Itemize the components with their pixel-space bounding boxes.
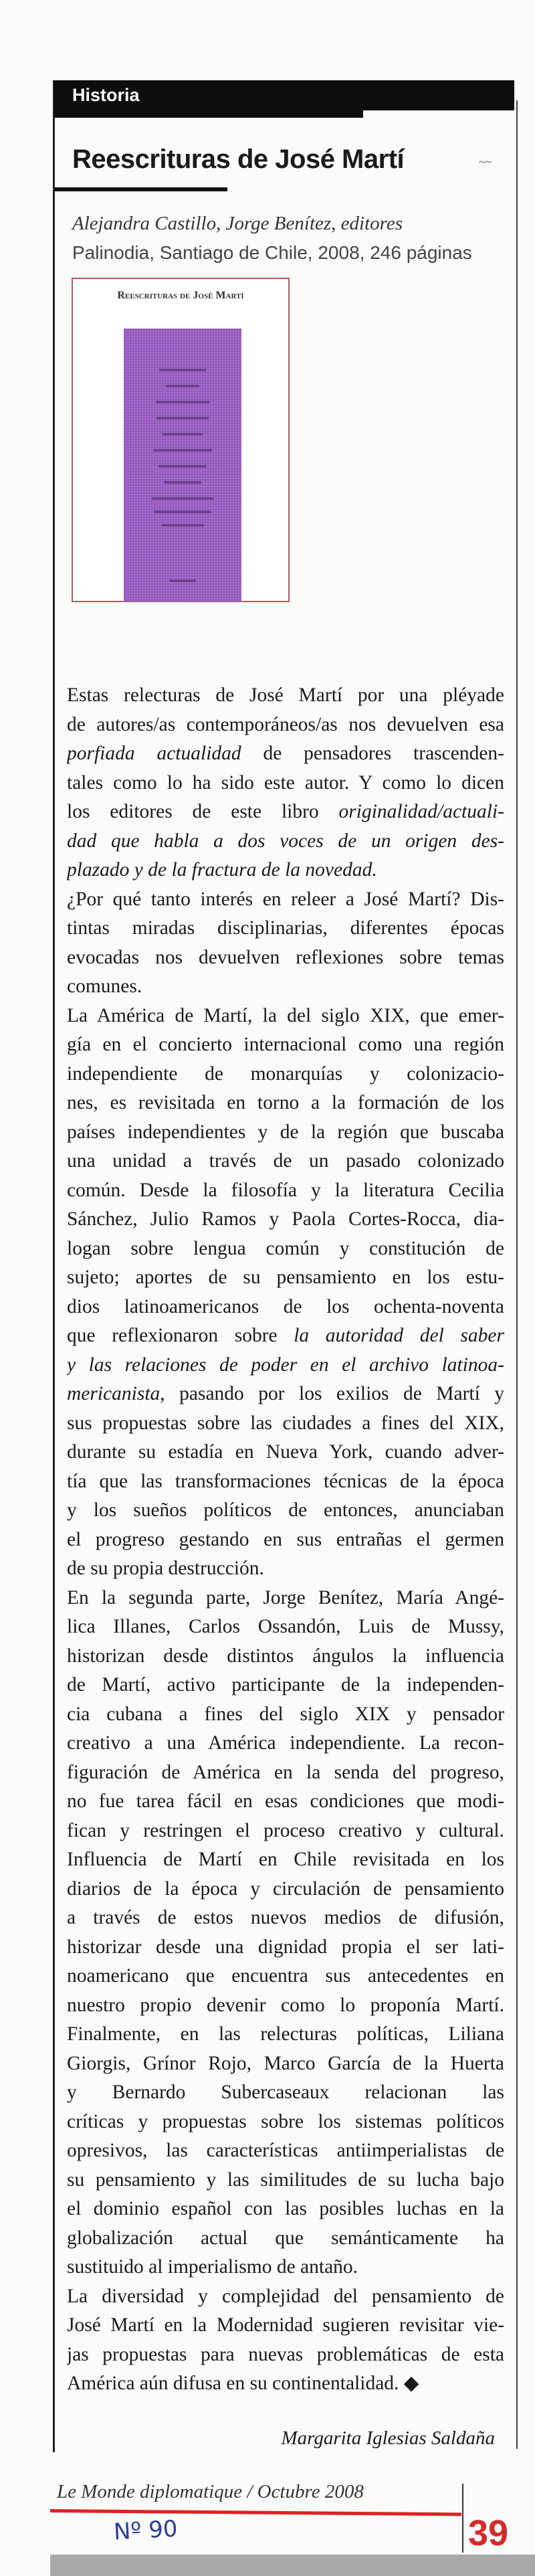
footer-publication: Le Monde diplomatique / Octubre 2008 — [57, 2481, 364, 2502]
body-text: sujeto; aportes de su pensamiento en los estu- — [67, 1267, 504, 1288]
body-line — [67, 1089, 504, 1118]
body-text-italic: plazado y de la fractura de la novedad. — [67, 859, 377, 881]
cover-text-line — [156, 417, 209, 420]
article-body — [67, 681, 504, 2399]
body-line — [67, 2282, 504, 2312]
body-line — [67, 1817, 504, 1846]
body-text: críticas y propuestas sobre los sistemas políticos — [67, 2110, 504, 2132]
page-number: 39 — [468, 2513, 509, 2553]
body-line — [67, 1002, 504, 1031]
body-line — [67, 1729, 504, 1758]
review-author: Margarita Iglesias Saldaña — [281, 2427, 495, 2449]
body-text: que reflexionaron sobre — [67, 1325, 294, 1346]
body-text: y Bernardo Subercaseaux relacionan las — [67, 2082, 504, 2103]
title-underline — [55, 187, 227, 191]
left-border-rule — [53, 80, 55, 2452]
body-text: , pasando por los exilios de Martí y — [160, 1383, 504, 1404]
body-line — [67, 1584, 504, 1613]
body-line — [67, 711, 504, 740]
body-text: Giorgis, Grínor Rojo, Marco García de la Huerta — [67, 2052, 504, 2074]
body-line — [67, 739, 504, 769]
body-line — [67, 1700, 504, 1730]
body-line — [67, 1234, 504, 1264]
body-text: logan sobre lengua común y constitución de — [67, 1237, 504, 1259]
body-line — [67, 1991, 504, 2021]
body-text: noamericano que encuentra sus antecedentes en — [67, 1965, 504, 1987]
body-text: evocadas nos devuelven reflexiones sobre temas — [67, 946, 504, 968]
body-line — [67, 1438, 504, 1467]
book-editors: Alejandra Castillo, Jorge Benítez, editores — [72, 213, 403, 234]
body-line — [67, 1030, 504, 1060]
body-line — [67, 1642, 504, 1671]
body-text: La diversidad y complejidad del pensamiento de — [67, 2285, 504, 2307]
body-text: su pensamiento y las similitudes de su lucha bajo — [67, 2169, 504, 2191]
cover-text-line — [152, 497, 213, 500]
body-text: de pensadores trascenden- — [241, 743, 504, 764]
body-text: gía en el concierto internacional como una región — [67, 1034, 504, 1055]
section-header-bar-extension — [54, 107, 363, 118]
cover-text-line — [166, 385, 199, 387]
section-label: Historia — [72, 85, 140, 105]
body-line — [67, 2136, 504, 2166]
body-line — [67, 1613, 504, 1642]
body-line — [67, 1526, 504, 1555]
body-line — [67, 2049, 504, 2079]
body-text: nes, es revisitada en torno a la formación de los — [67, 1092, 504, 1113]
body-text: independiente de monarquías y colonizacio- — [67, 1063, 504, 1085]
body-line — [67, 1904, 504, 1933]
body-line — [67, 972, 504, 1002]
handwritten-issue-note: Nº 90 — [113, 2515, 179, 2546]
body-text: países independientes y de la región que buscaba — [67, 1121, 504, 1143]
body-text: a través de estos nuevos medios de difusión, — [67, 1907, 504, 1928]
body-text-italic: porfiada actualidad — [67, 743, 241, 764]
cover-text-line — [164, 481, 201, 484]
body-line — [67, 1962, 504, 1991]
body-line — [67, 1496, 504, 1526]
body-text: una unidad a través de un pasado colonizado — [67, 1150, 504, 1172]
cover-text-line — [159, 369, 206, 371]
body-text: el progreso gestando en sus entrañas el germen — [67, 1528, 504, 1550]
right-border-rule — [516, 100, 518, 2449]
body-line — [67, 1176, 504, 1206]
body-line — [67, 856, 504, 885]
body-text: Sánchez, Julio Ramos y Paola Cortes-Rocca, dia- — [67, 1208, 504, 1230]
body-text-italic: dad que habla a dos voces de un origen des- — [67, 830, 504, 852]
body-text: nuestro propio devenir como lo proponía Martí. — [67, 1994, 504, 2016]
body-line — [67, 1263, 504, 1293]
body-line — [67, 1060, 504, 1089]
cover-text-line — [158, 465, 207, 468]
body-line — [67, 1845, 504, 1875]
cover-text-line — [153, 449, 212, 452]
body-line — [67, 2340, 504, 2370]
body-line — [67, 1147, 504, 1176]
body-line — [67, 2020, 504, 2049]
body-line — [67, 1467, 504, 1497]
body-line — [67, 1933, 504, 1962]
corner-mark: ~~ — [479, 155, 492, 169]
body-text: cia cubana a fines del siglo XIX y pensador — [67, 1703, 504, 1725]
body-line — [67, 798, 504, 827]
body-text: de autores/as contemporáneos/as nos devuelven esa — [67, 713, 504, 735]
body-text: comunes. — [67, 976, 142, 997]
body-text-italic: y las relaciones de poder en el archivo latinoa- — [67, 1354, 504, 1376]
body-text: el dominio español con las posibles luchas en la — [67, 2198, 504, 2219]
body-text: durante su estadía en Nueva York, cuando adver- — [67, 1441, 504, 1463]
book-cover-image — [72, 278, 290, 602]
body-line — [67, 2195, 504, 2224]
body-text: común. Desde la filosofía y la literatura Cecilia — [67, 1179, 504, 1201]
body-text: La América de Martí, la del siglo XIX, que emer- — [67, 1004, 504, 1026]
body-line — [67, 1875, 504, 1904]
body-text: dios latinoamericanos de los ochenta-noventa — [67, 1295, 504, 1317]
scan-bottom-shadow — [50, 2555, 535, 2576]
body-line — [67, 2166, 504, 2195]
body-line — [67, 827, 504, 856]
body-line — [67, 1787, 504, 1817]
body-line — [67, 885, 504, 915]
body-text: de su propia destrucción. — [67, 1558, 264, 1579]
book-cover-purple-panel — [124, 329, 241, 602]
body-line — [67, 1293, 504, 1322]
cover-text-line — [163, 433, 203, 436]
body-line — [67, 2253, 504, 2282]
body-line — [67, 2078, 504, 2108]
body-line — [67, 769, 504, 798]
cover-text-line — [154, 511, 211, 513]
body-text: historizan desde distintos ángulos la influencia — [67, 1645, 504, 1667]
body-line — [67, 681, 504, 711]
body-line — [67, 1380, 504, 1409]
body-text-italic: originalidad/actuali- — [338, 801, 504, 822]
footer-red-rule — [50, 2509, 461, 2516]
body-text: sustituido al imperialismo de antaño. — [67, 2256, 358, 2278]
body-text: jas propuestas para nuevas problemáticas de esta — [67, 2343, 504, 2365]
book-publication-info: Palinodia, Santiago de Chile, 2008, 246 páginas — [72, 242, 472, 263]
body-text: En la segunda parte, Jorge Benítez, María Angé- — [67, 1586, 504, 1608]
body-text: no fue tarea fácil en esas condiciones que modi- — [67, 1790, 504, 1812]
body-text: Influencia de Martí en Chile revisitada en los — [67, 1849, 504, 1870]
body-line — [67, 1409, 504, 1439]
body-text-italic: la autoridad del saber — [294, 1325, 504, 1346]
body-line — [67, 943, 504, 973]
body-text: sus propuestas sobre las ciudades a fines del XIX, — [67, 1412, 504, 1434]
cover-publisher-mark — [169, 579, 196, 582]
body-line — [67, 1758, 504, 1788]
body-line — [67, 1205, 504, 1234]
body-text-italic: mericanista — [67, 1383, 160, 1404]
body-text: lica Illanes, Carlos Ossandón, Luis de Mussy, — [67, 1616, 504, 1637]
body-text: diarios de la época y circulación de pensamiento — [67, 1877, 504, 1900]
body-text: globalización actual que semánticamente ha — [67, 2227, 504, 2249]
body-text: tales como lo ha sido este autor. Y como lo dicen — [67, 771, 504, 794]
body-text: Estas relecturas de José Martí por una pléyade — [67, 684, 504, 706]
footer-divider — [462, 2484, 463, 2553]
body-text: fican y restringen el proceso creativo y cultural. — [67, 1819, 504, 1841]
body-text: creativo a una América independiente. La recon- — [67, 1732, 504, 1754]
body-line — [67, 1118, 504, 1147]
body-text: América aún difusa en su continentalidad. ◆ — [67, 2373, 419, 2394]
body-text: y los sueños políticos de entonces, anunciaban — [67, 1499, 504, 1521]
body-line — [67, 2108, 504, 2137]
body-text: tintas miradas disciplinarias, diferentes épocas — [67, 917, 504, 939]
body-line — [67, 1671, 504, 1700]
body-line — [67, 2311, 504, 2340]
body-text: figuración de América en la senda del progreso, — [67, 1761, 504, 1783]
body-text: los editores de este libro — [67, 801, 339, 822]
body-line — [67, 1351, 504, 1380]
article-title: Reescrituras de José Martí — [72, 145, 405, 174]
body-line — [67, 2369, 504, 2399]
body-line — [67, 1321, 504, 1351]
cover-text-line — [161, 524, 204, 527]
book-cover-caption: Reescrituras de José Martí — [117, 290, 244, 301]
body-text: opresivos, las características antiimperialistas de — [67, 2140, 504, 2161]
body-text: José Martí en la Modernidad sugieren revisitar vie- — [67, 2314, 504, 2336]
body-text: tía que las transformaciones técnicas de la época — [67, 1470, 504, 1492]
body-text: Finalmente, en las relecturas políticas, Liliana — [67, 2023, 504, 2045]
body-line — [67, 1554, 504, 1584]
cover-text-line — [156, 401, 209, 403]
body-line — [67, 2224, 504, 2253]
body-text: ¿Por qué tanto interés en releer a José Martí? Dis- — [67, 888, 504, 910]
body-line — [67, 914, 504, 943]
body-text: historizar desde una dignidad propia el ser lati- — [67, 1936, 504, 1958]
body-text: de Martí, activo participante de la independen- — [67, 1674, 504, 1695]
